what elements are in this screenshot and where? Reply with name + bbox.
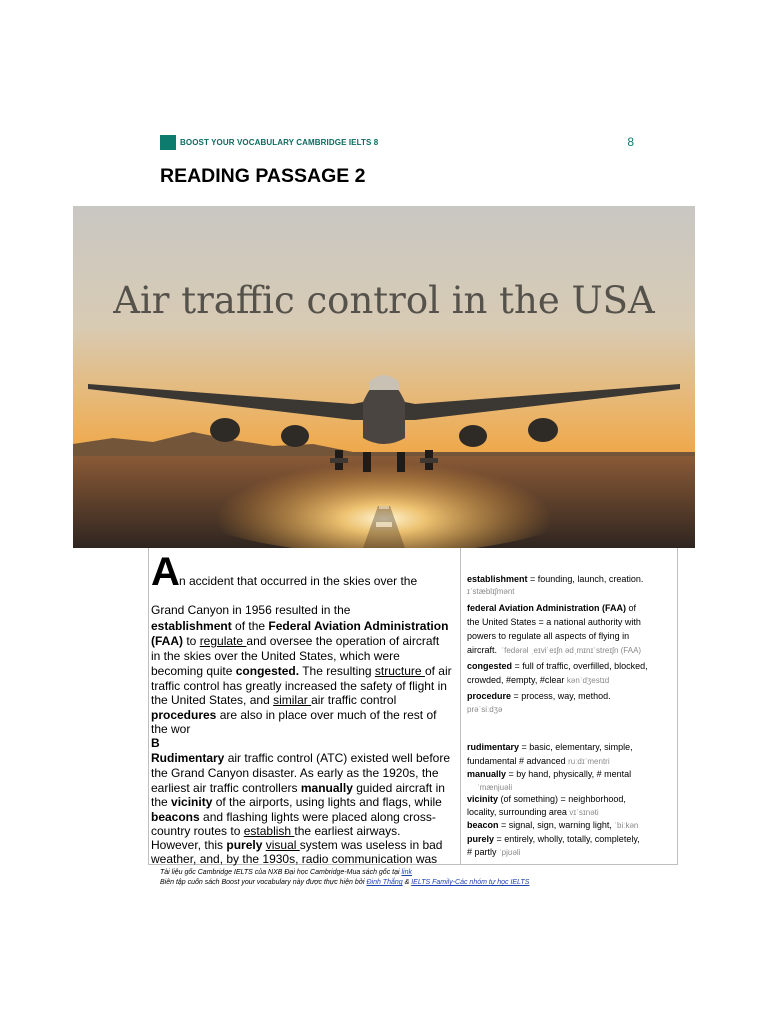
passage-line: Grand Canyon in 1956 resulted in the [151, 603, 351, 617]
vocab-ipa: prəˈsiːdʒə [467, 705, 503, 714]
footer-credits: Tài liệu gốc Cambridge IELTS của NXB Đại học Cambridge-Mua sách gốc tại link Biên tập cuốn sách Boost your vocabulary này được thực hiện bởi Đinh Thắng & IELTS Family-Các nhóm tự học IELTS [160, 869, 530, 886]
passage-line: beacons and flashing lights were placed along cross- [151, 810, 436, 824]
passage-line: the wor [151, 722, 191, 736]
passage-line: country routes to establish the earliest airways. [151, 824, 401, 838]
vocab-line: establishment = founding, launch, creation. [467, 574, 644, 584]
vocab-line: crowded, #empty, #clear kənˈdʒestɪd [467, 675, 610, 685]
source-link[interactable]: link [401, 869, 412, 876]
passage-line: earliest air traffic controllers manually guided aircraft in [151, 781, 445, 795]
passage-line: However, this purely visual system was useless in bad [151, 838, 443, 852]
vocabulary-column [461, 548, 678, 864]
passage-line: traffic control has greatly increased the safety of flight in [151, 679, 447, 693]
passage-line: (FAA) to regulate and oversee the operation of aircraft [151, 634, 440, 648]
passage-line: becoming quite congested. The resulting structure of air [151, 664, 452, 678]
page-number: 8 [627, 135, 634, 149]
vocab-line: # partly ˈpjʊəli [467, 847, 521, 857]
vocab-line: powers to regulate all aspects of flying in [467, 631, 630, 641]
passage-line: n accident that occurred in the skies over the [179, 574, 418, 588]
hero-image [73, 206, 695, 548]
airplane-sunset-image [73, 206, 695, 548]
running-header [160, 134, 636, 152]
passage-line: the United States, and similar air traffic control [151, 693, 397, 707]
vocab-line: the United States = a national authority with [467, 617, 641, 627]
vocab-line: locality, surrounding area vɪˈsɪnəti [467, 807, 599, 817]
passage-line: in the skies over the United States, which were [151, 649, 400, 663]
vocab-line: rudimentary = basic, elementary, simple, [467, 742, 633, 752]
vocab-line: aircraft. ˈfedərəl ˌeɪviˈeɪʃn ədˌmɪnɪˈstreɪʃn (FAA) [467, 645, 642, 655]
passage-line: Rudimentary air traffic control (ATC) existed well before [151, 751, 450, 765]
vocab-ipa: ɪˈstæblɪʃmənt [467, 587, 515, 596]
hero-title: Air traffic control in the USA [113, 279, 655, 322]
vocab-line: procedure = process, way, method. [467, 691, 611, 701]
vocab-table [148, 548, 678, 865]
vocab-line: manually = by hand, physically, # mental [467, 769, 632, 779]
vocab-line: beacon = signal, sign, warning light, ˈbiːkən [467, 820, 639, 830]
vocab-line: federal Aviation Administration (FAA) of [467, 603, 637, 613]
passage-line: procedures are also in place over much of the rest of [151, 708, 437, 722]
group-link[interactable]: IELTS Family-Các nhóm tự học IELTS [411, 879, 530, 886]
vocab-line: purely = entirely, wholly, totally, completely, [467, 834, 640, 844]
vocab-line: fundamental # advanced ruːdɪˈmentri [467, 756, 610, 766]
passage-line: the vicinity of the airports, using lights and flags, while [151, 795, 442, 809]
header-square-icon [160, 135, 176, 150]
author-link[interactable]: Đinh Thắng [366, 879, 403, 886]
passage-line: the Grand Canyon disaster. As early as the 1920s, the [151, 766, 439, 780]
vocab-line: congested = full of traffic, overfilled, blocked, [467, 661, 648, 671]
vocab-line: vicinity (of something) = neighborhood, [467, 794, 626, 804]
passage-column [149, 548, 461, 864]
passage-line: weather, and, by the 1930s, radio communication was [151, 852, 438, 866]
header-title: BOOST YOUR VOCABULARY CAMBRIDGE IELTS 8 [180, 138, 379, 147]
paragraph-label: B [151, 736, 160, 750]
page-title: READING PASSAGE 2 [160, 165, 366, 187]
passage-line: establishment of the Federal Aviation Administration [151, 619, 449, 633]
drop-cap: A [151, 550, 180, 594]
vocab-ipa: ˈmænjuəli [477, 783, 513, 792]
